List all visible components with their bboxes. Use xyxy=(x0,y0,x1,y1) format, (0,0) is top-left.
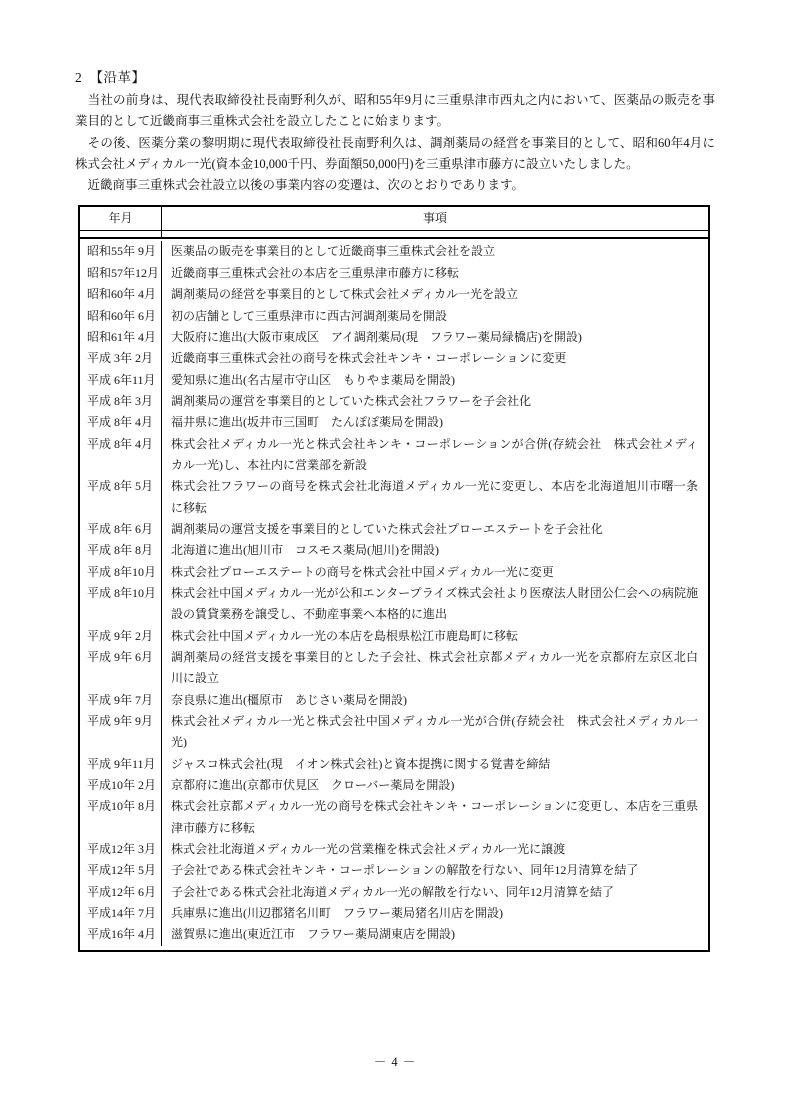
row-date-cell: 平成 8年10月 xyxy=(87,564,157,579)
row-item-cell: 株式会社北海道メディカル一光の営業権を株式会社メディカル一光に譲渡 xyxy=(161,839,708,860)
table-row xyxy=(80,284,708,305)
row-date-cell: 平成 8年 6月 xyxy=(87,521,154,536)
paragraph: その後、医薬分業の黎明期に現代表取締役社長南野利久は、調剤薬局の経営を事業目的として、昭和60年4月に株式会社メディカル一光(資本金10,000千円、券面額50,000円)を三重県津市藤方に設立いたしました。 xyxy=(75,135,715,171)
row-item-cell: 子会社である株式会社キンキ・コーポレーションの解散を行ない、同年12月清算を結了 xyxy=(161,860,708,881)
table-row xyxy=(80,434,708,477)
row-date-cell: 平成14年 7月 xyxy=(87,906,157,921)
row-item-cell: 愛知県に進出(名古屋市守山区 もりやま薬局を開設) xyxy=(161,370,708,391)
row-date-cell: 平成 3年 2月 xyxy=(87,351,154,366)
row-item-cell: 株式会社メディカル一光と株式会社中国メディカル一光が合併(存続会社 株式会社メディカル一光) xyxy=(161,711,708,754)
row-date-cell: 昭和60年 6月 xyxy=(87,308,157,323)
row-date-cell: 平成 9年 2月 xyxy=(87,628,154,643)
row-date-cell: 平成 8年 8月 xyxy=(87,543,154,558)
row-date-cell: 平成 6年11月 xyxy=(87,372,156,387)
table-row xyxy=(80,519,708,540)
row-item-cell: 近畿商事三重株式会社の商号を株式会社キンキ・コーポレーションに変更 xyxy=(161,348,708,369)
table-row xyxy=(80,391,708,412)
table-body xyxy=(80,239,708,949)
row-date-cell: 平成10年 2月 xyxy=(87,778,157,793)
table-row xyxy=(80,241,708,262)
header-double-rule xyxy=(80,231,708,239)
row-item-cell: 大阪府に進出(大阪市東成区 アイ調剤薬局(現 フラワー薬局緑橋店)を開設) xyxy=(161,327,708,348)
table-row xyxy=(80,903,708,924)
row-date-cell: 平成 8年 3月 xyxy=(87,393,154,408)
row-date-cell: 平成10年 8月 xyxy=(87,799,157,814)
table-row xyxy=(80,476,708,519)
row-date-cell: 平成12年 5月 xyxy=(87,863,157,878)
row-date-cell: 昭和57年12月 xyxy=(87,265,160,280)
table-row xyxy=(80,412,708,433)
table-row xyxy=(80,583,708,626)
history-table xyxy=(78,205,710,951)
col-header-item: 事項 xyxy=(161,207,708,230)
row-date-cell: 平成 8年10月 xyxy=(87,585,157,600)
paragraph: 当社の前身は、現代表取締役社長南野利久が、昭和55年9月に三重県津市西丸之内において、医薬品の販売を事業目的として近畿商事三重株式会社を設立したことに始まります。 xyxy=(75,93,715,129)
row-item-cell: 株式会社京都メディカル一光の商号を株式会社キンキ・コーポレーションに変更し、本店を三重県津市藤方に移転 xyxy=(161,796,708,839)
row-date-cell: 昭和55年 9月 xyxy=(87,244,157,259)
row-date-cell: 平成 8年 4月 xyxy=(87,415,154,430)
table-row xyxy=(80,711,708,754)
row-date-cell: 昭和61年 4月 xyxy=(87,329,157,344)
table-row xyxy=(80,647,708,690)
row-date-cell: 平成 9年 6月 xyxy=(87,650,154,665)
table-row xyxy=(80,754,708,775)
row-date-cell: 平成12年 6月 xyxy=(87,884,157,899)
intro-paragraphs xyxy=(75,90,715,196)
table-row xyxy=(80,370,708,391)
row-date-cell: 平成 9年 7月 xyxy=(87,692,154,707)
row-item-cell: 株式会社フラワーの商号を株式会社北海道メディカル一光に変更し、本店を北海道旭川市曙一条に移転 xyxy=(161,476,708,519)
row-item-cell: 奈良県に進出(橿原市 あじさい薬局を開設) xyxy=(161,690,708,711)
table-row xyxy=(80,775,708,796)
table-row xyxy=(80,860,708,881)
row-date-cell: 平成16年 4月 xyxy=(87,927,157,942)
table-row xyxy=(80,839,708,860)
row-date-cell: 平成 9年 9月 xyxy=(87,714,154,729)
row-date-cell: 平成 9年11月 xyxy=(87,756,156,771)
row-item-cell: 初の店舗として三重県津市に西古河調剤薬局を開設 xyxy=(161,306,708,327)
row-item-cell: 調剤薬局の経営支援を事業目的とした子会社、株式会社京都メディカル一光を京都府左京区北白川に設立 xyxy=(161,647,708,690)
table-row xyxy=(80,690,708,711)
table-row xyxy=(80,327,708,348)
row-item-cell: 株式会社中国メディカル一光が公和エンタープライズ株式会社より医療法人財団公仁会への病院施設の賃貸業務を譲受し、不動産事業へ本格的に進出 xyxy=(161,583,708,626)
table-row xyxy=(80,882,708,903)
paragraph: 近畿商事三重株式会社設立以後の事業内容の変遷は、次のとおりであります。 xyxy=(75,178,525,193)
row-item-cell: 株式会社プローエステートの商号を株式会社中国メディカル一光に変更 xyxy=(161,562,708,583)
row-item-cell: 福井県に進出(坂井市三国町 たんぽぽ薬局を開設) xyxy=(161,412,708,433)
row-date-cell: 平成 8年 5月 xyxy=(87,479,154,494)
section-heading: 2 【沿革】 xyxy=(75,70,146,85)
table-row xyxy=(80,562,708,583)
page-number: － 4 － xyxy=(373,1055,417,1069)
row-item-cell: 医薬品の販売を事業目的として近畿商事三重株式会社を設立 xyxy=(161,241,708,262)
row-date-cell: 昭和60年 4月 xyxy=(87,287,157,302)
table-row xyxy=(80,306,708,327)
row-item-cell: ジャスコ株式会社(現 イオン株式会社)と資本提携に関する覚書を締結 xyxy=(161,754,708,775)
table-row xyxy=(80,263,708,284)
table-row xyxy=(80,626,708,647)
col-header-date: 年月 xyxy=(108,211,133,226)
table-header-row xyxy=(80,207,708,231)
row-item-cell: 調剤薬局の運営を事業目的としていた株式会社フラワーを子会社化 xyxy=(161,391,708,412)
table-row xyxy=(80,796,708,839)
row-item-cell: 株式会社中国メディカル一光の本店を島根県松江市鹿島町に移転 xyxy=(161,626,708,647)
row-date-cell: 平成12年 3月 xyxy=(87,842,157,857)
table-row xyxy=(80,348,708,369)
row-item-cell: 調剤薬局の経営を事業目的として株式会社メディカル一光を設立 xyxy=(161,284,708,305)
row-item-cell: 調剤薬局の運営支援を事業目的としていた株式会社プローエステートを子会社化 xyxy=(161,519,708,540)
table-row xyxy=(80,924,708,945)
row-item-cell: 京都府に進出(京都市伏見区 クローバー薬局を開設) xyxy=(161,775,708,796)
row-item-cell: 兵庫県に進出(川辺郡猪名川町 フラワー薬局猪名川店を開設) xyxy=(161,903,708,924)
row-date-cell: 平成 8年 4月 xyxy=(87,436,154,451)
row-item-cell: 子会社である株式会社北海道メディカル一光の解散を行ない、同年12月清算を結了 xyxy=(161,882,708,903)
row-item-cell: 滋賀県に進出(東近江市 フラワー薬局湖東店を開設) xyxy=(161,924,708,945)
row-item-cell: 近畿商事三重株式会社の本店を三重県津市藤方に移転 xyxy=(161,263,708,284)
table-row xyxy=(80,540,708,561)
row-item-cell: 株式会社メディカル一光と株式会社キンキ・コーポレーションが合併(存続会社 株式会社メディカル一光)し、本社内に営業部を新設 xyxy=(161,434,708,477)
row-item-cell: 北海道に進出(旭川市 コスモス薬局(旭川)を開設) xyxy=(161,540,708,561)
